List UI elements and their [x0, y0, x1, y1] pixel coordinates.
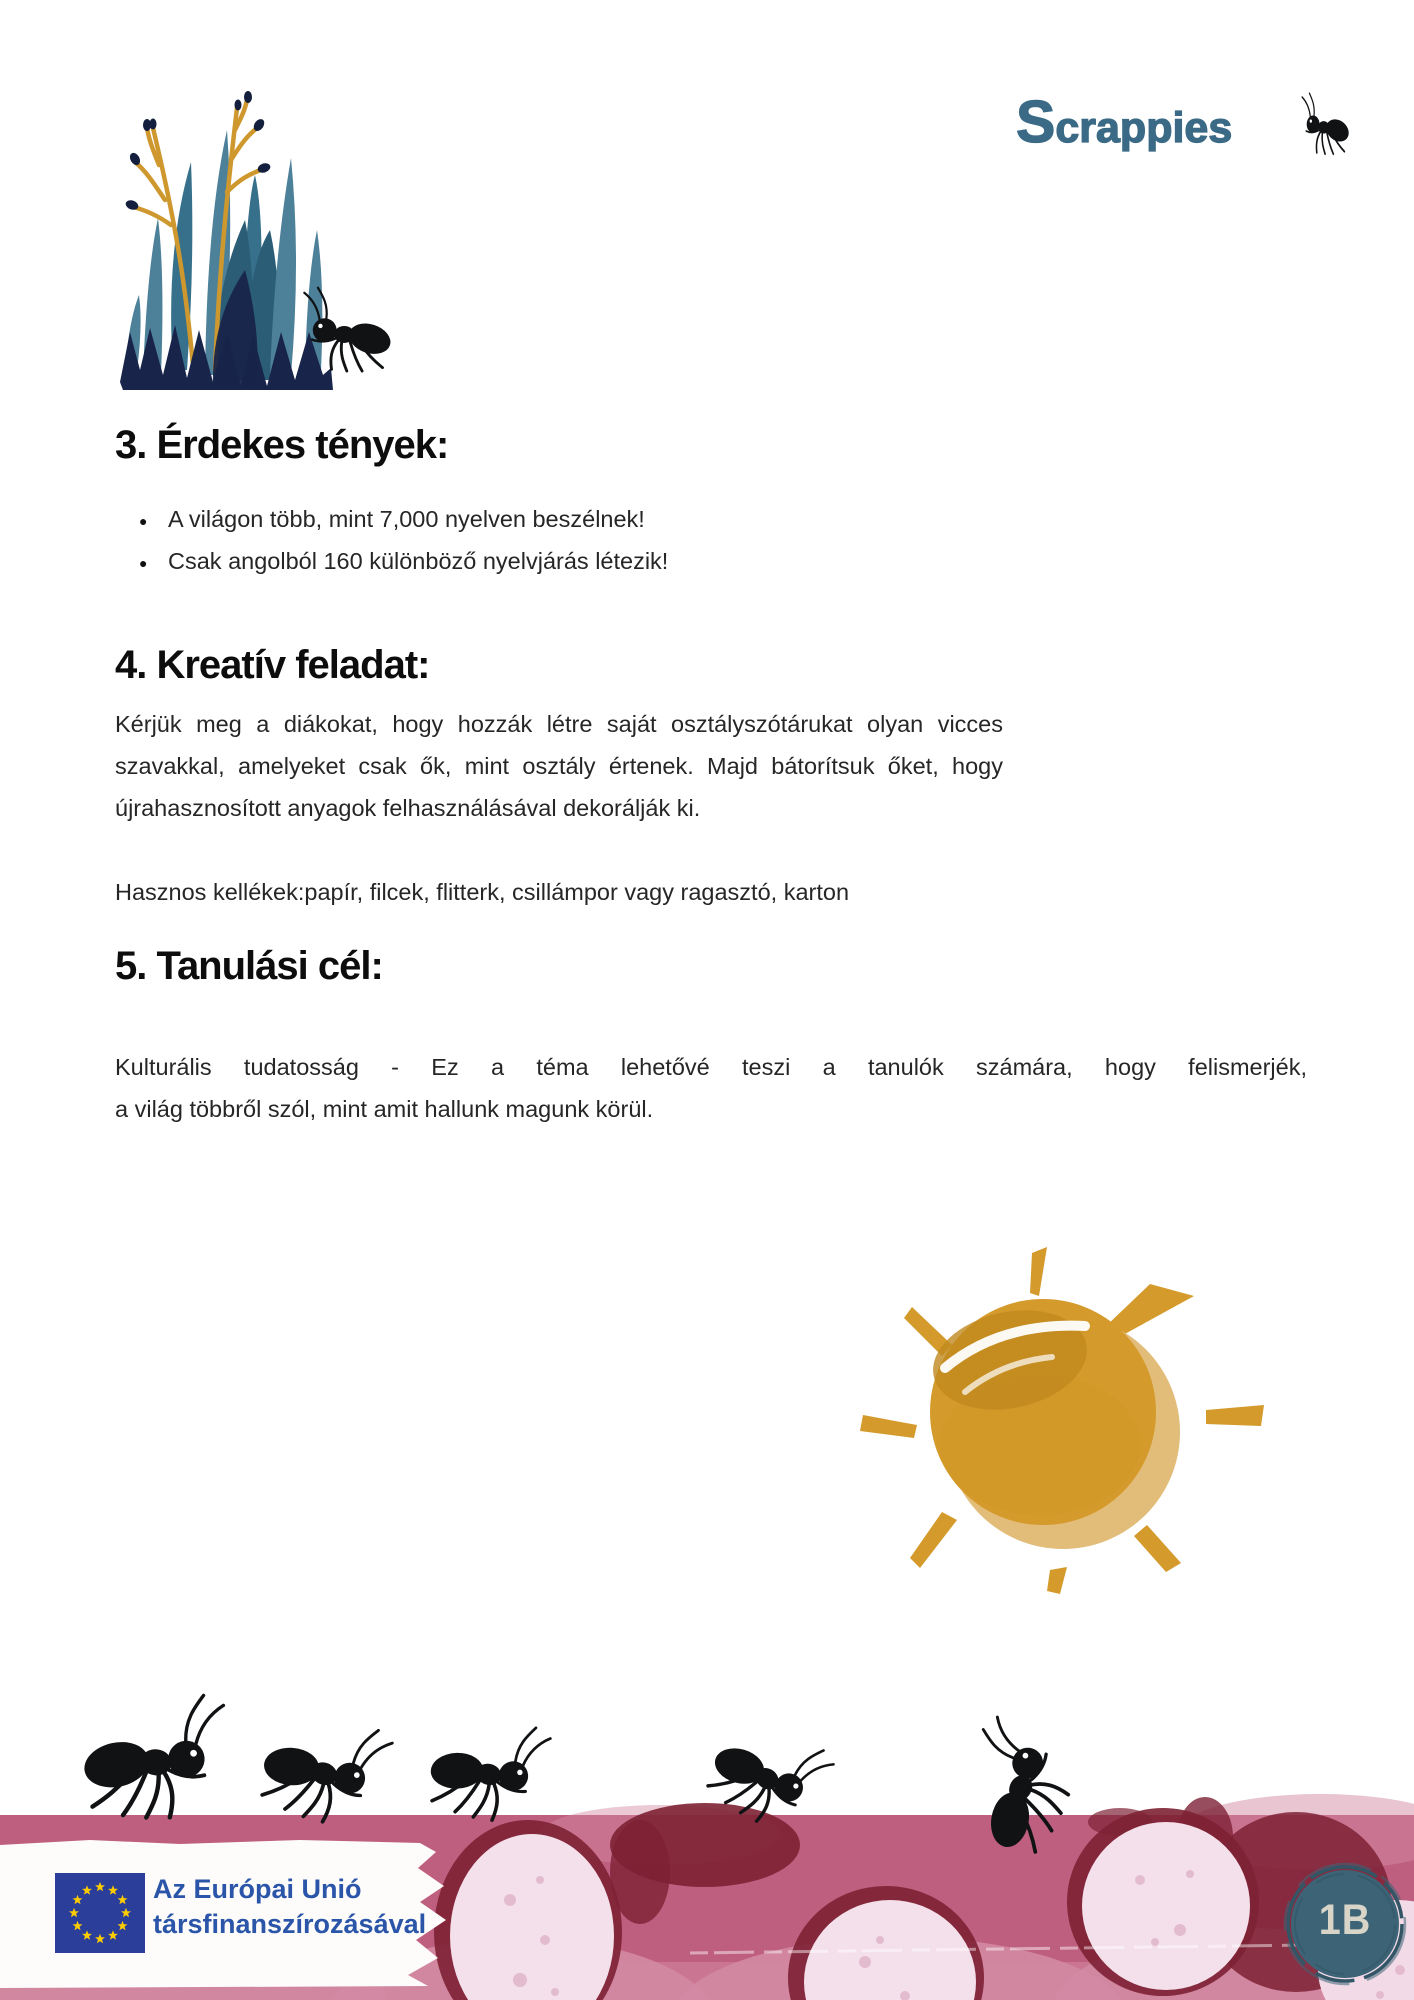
- paragraph-line: a világ többről szól, mint amit hallunk magunk körül.: [115, 1096, 654, 1122]
- paragraph-line: Kulturális tudatosság - Ez a téma lehetővé teszi a tanulók számára, hogy felismerjék,: [115, 1054, 1307, 1080]
- eu-funding-line1: Az Európai Unió: [153, 1874, 362, 1904]
- scrappies-logo-ant: [1292, 90, 1352, 160]
- facts-list: [115, 498, 668, 582]
- paragraph-line: szavakkal, amelyeket csak ők, mint osztály értenek. Majd bátorítsuk őket, hogy: [115, 753, 1003, 779]
- scrappies-logo-text: Scrappies: [1016, 89, 1233, 155]
- ant-icon: [74, 1683, 224, 1824]
- goal-paragraph: [115, 1046, 1307, 1130]
- sun-illustration: [850, 1240, 1270, 1600]
- creative-paragraph: [115, 703, 1003, 829]
- list-item: ● Csak angolból 160 különböző nyelvjárás létezik!: [115, 540, 668, 582]
- ant-icon: [1302, 93, 1351, 154]
- footer-art: [0, 1640, 1414, 2000]
- list-item: ● A világon több, mint 7,000 nyelven beszélnek!: [115, 498, 668, 540]
- ant-icon: [417, 1702, 552, 1832]
- grass-illustration: [95, 70, 405, 400]
- eu-funding-text: [153, 1872, 426, 1942]
- supplies-line: Hasznos kellékek:papír, filcek, flitterk, csillámpor vagy ragasztó, karton: [115, 879, 850, 905]
- page-badge-label: 1B: [1318, 1896, 1372, 1944]
- eu-funding-line2: társfinanszírozásával: [153, 1909, 427, 1939]
- paragraph-line: újrahasznosított anyagok felhasználásával dekorálják ki.: [115, 795, 701, 821]
- stone-shape: [1082, 1822, 1250, 1990]
- section-heading-goal: 5. Tanulási cél:: [115, 944, 383, 988]
- section-heading-facts: 3. Érdekes tények:: [115, 423, 449, 467]
- wheat-buds: [124, 91, 271, 211]
- paragraph-line: Kérjük meg a diákokat, hogy hozzák létre saját osztályszótárukat olyan vicces: [115, 711, 1003, 737]
- section-heading-creative: 4. Kreatív feladat:: [115, 643, 430, 687]
